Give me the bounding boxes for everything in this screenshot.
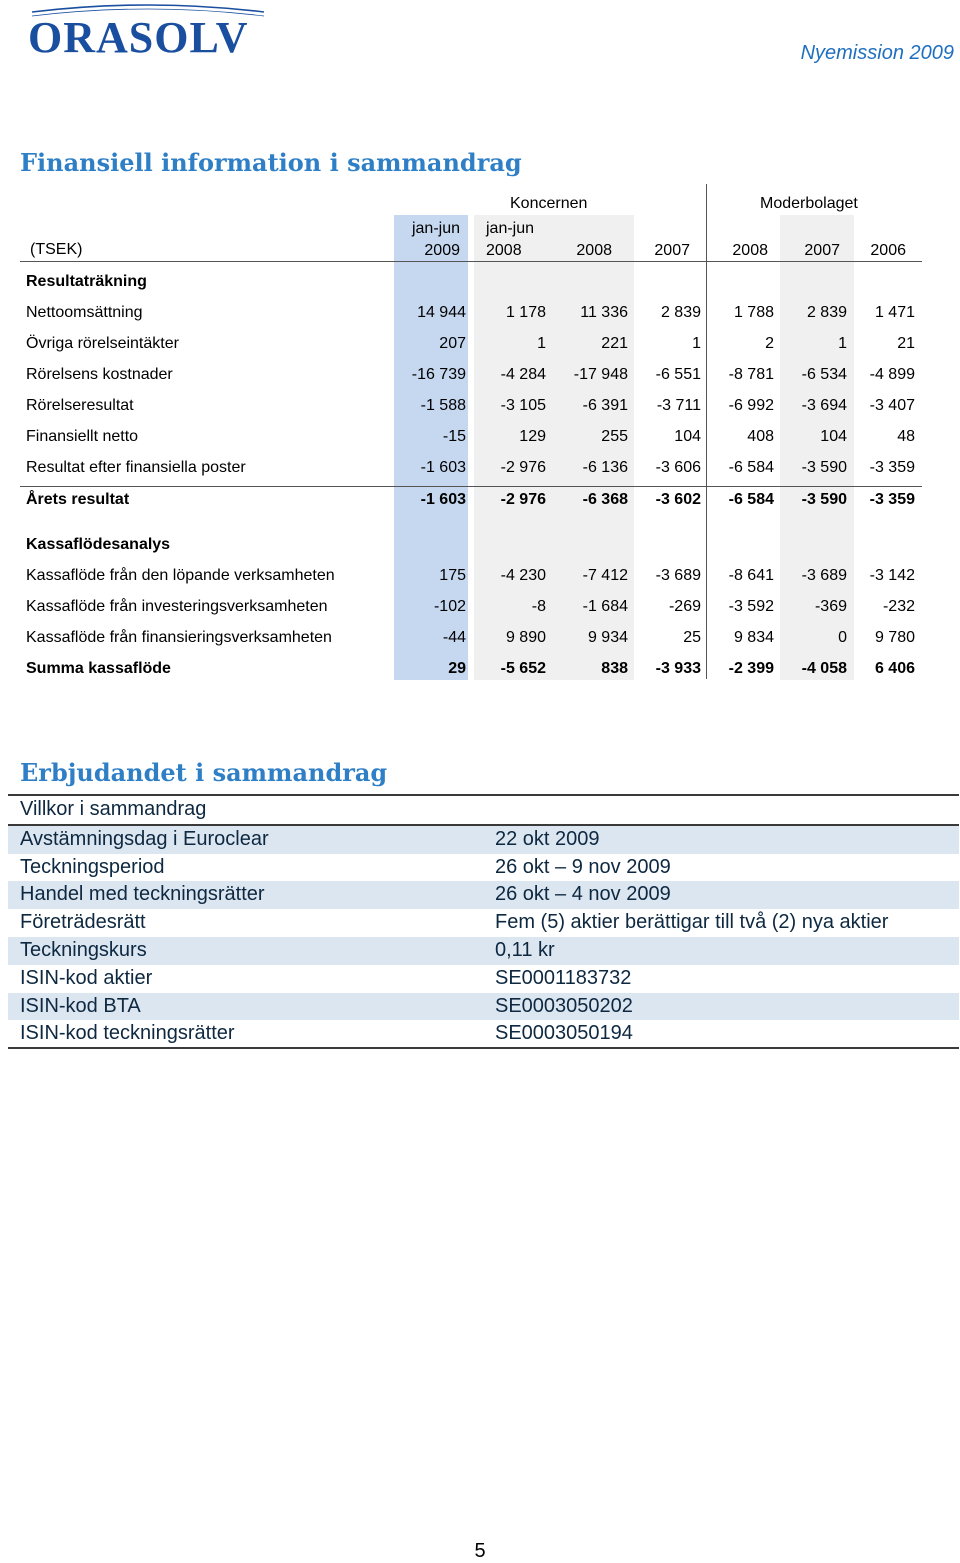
cell-value: -2 399 — [728, 660, 774, 677]
logo-graphic — [28, 2, 268, 62]
table-row — [20, 565, 922, 589]
row-label: Summa kassaflöde — [26, 660, 171, 677]
cell-value: -8 781 — [728, 366, 774, 383]
column-header-5: 2007 — [804, 242, 840, 259]
header-rule — [20, 261, 922, 262]
cell-value: -4 284 — [500, 366, 546, 383]
table-row — [20, 302, 922, 326]
cell-value: -1 603 — [420, 491, 466, 508]
unit-label: (TSEK) — [30, 241, 83, 258]
cell-value: 104 — [820, 428, 847, 445]
cell-value: -3 407 — [869, 397, 915, 414]
cell-value: -3 933 — [655, 660, 701, 677]
cell-value: -2 976 — [500, 491, 546, 508]
page-number: 5 — [474, 1540, 486, 1562]
cell-value: -8 — [531, 598, 546, 615]
offering-row — [8, 937, 959, 965]
column-header-0: jan-jun 2009 — [411, 220, 460, 259]
offering-row — [8, 824, 959, 854]
cell-value: -3 105 — [500, 397, 546, 414]
row-label: Resultat efter finansiella poster — [26, 459, 246, 476]
cell-value: -3 359 — [869, 491, 915, 508]
cell-value: 2 839 — [660, 304, 701, 321]
financial-section-title: Finansiell information i sammandrag — [20, 148, 522, 177]
offering-row — [8, 965, 959, 993]
offering-row — [8, 909, 959, 937]
row-label: Nettoomsättning — [26, 304, 143, 321]
cell-value: -3 592 — [728, 598, 774, 615]
cell-value: 1 — [692, 335, 701, 352]
section-label-kassaflodesanalys: Kassaflödesanalys — [26, 536, 171, 553]
cell-value: 11 336 — [580, 304, 628, 321]
column-header-6: 2006 — [870, 242, 906, 259]
cell-value: -4 058 — [801, 660, 847, 677]
cell-value: 408 — [747, 428, 774, 445]
cell-value: -3 590 — [801, 459, 847, 476]
cell-value: -6 992 — [728, 397, 774, 414]
orasolv-logo — [28, 2, 268, 62]
offering-subtitle-row — [8, 794, 959, 824]
offering-row — [8, 1020, 959, 1048]
cell-value: 1 471 — [874, 304, 915, 321]
offering-value: 26 okt – 9 nov 2009 — [495, 855, 671, 878]
offering-key: ISIN-kod teckningsrätter — [20, 1022, 235, 1045]
cell-value: 2 839 — [806, 304, 847, 321]
cell-value: 175 — [439, 567, 466, 584]
cell-value: 838 — [601, 660, 628, 677]
cell-value: 9 934 — [587, 629, 628, 646]
cell-value: -1 603 — [420, 459, 466, 476]
cell-value: -3 359 — [869, 459, 915, 476]
cell-value: 21 — [897, 335, 915, 352]
offering-key: Företrädesrätt — [20, 911, 146, 934]
offering-key: ISIN-kod BTA — [20, 994, 141, 1017]
cell-value: 255 — [601, 428, 628, 445]
cell-value: -17 948 — [573, 366, 628, 383]
row-label: Rörelseresultat — [26, 397, 134, 414]
cell-value: -4 899 — [869, 366, 915, 383]
cell-value: 129 — [519, 428, 546, 445]
offering-key: Teckningsperiod — [20, 855, 165, 878]
cell-value: -3 602 — [655, 491, 701, 508]
row-label: Kassaflöde från investeringsverksamheten — [26, 598, 328, 615]
cell-value: -6 391 — [582, 397, 628, 414]
cell-value: -1 588 — [420, 397, 466, 414]
cell-value: -3 689 — [655, 567, 701, 584]
cell-value: 207 — [439, 335, 466, 352]
row-label: Rörelsens kostnader — [26, 366, 173, 383]
table-row — [20, 457, 922, 481]
cell-value: 9 890 — [505, 629, 546, 646]
cell-value: 0 — [838, 629, 847, 646]
cell-value: -3 689 — [801, 567, 847, 584]
cell-value: -3 142 — [869, 567, 915, 584]
cell-value: -8 641 — [728, 567, 774, 584]
cell-value: 9 780 — [874, 629, 915, 646]
cell-value: 2 — [765, 335, 774, 352]
column-header-4: 2008 — [732, 242, 768, 259]
offering-table — [8, 794, 959, 1048]
cell-value: 1 788 — [733, 304, 774, 321]
cell-value: 221 — [601, 335, 628, 352]
table-row — [20, 627, 922, 651]
table-row — [20, 333, 922, 357]
column-header-3: 2007 — [654, 242, 690, 259]
offering-key: Handel med teckningsrätter — [20, 883, 265, 906]
cell-value: -1 684 — [582, 598, 628, 615]
cell-value: -269 — [668, 598, 701, 615]
cell-value: -3 711 — [656, 397, 701, 414]
row-label: Årets resultat — [26, 491, 130, 508]
row-label: Kassaflöde från finansieringsverksamheten — [26, 629, 332, 646]
column-header-2: 2008 — [576, 242, 612, 259]
offering-bottom-rule — [8, 1047, 959, 1049]
cell-value: 48 — [897, 428, 915, 445]
cell-value: -6 584 — [728, 459, 774, 476]
offering-value: SE0001183732 — [495, 966, 632, 989]
table-row — [20, 395, 922, 419]
table-row-arets-resultat — [20, 489, 922, 513]
offering-value: SE0003050194 — [495, 1022, 633, 1045]
offering-value: 22 okt 2009 — [495, 827, 600, 850]
cell-value: -6 551 — [655, 366, 701, 383]
cell-value: -7 412 — [582, 567, 628, 584]
offering-value: Fem (5) aktier berättigar till två (2) nya aktier — [495, 911, 889, 934]
offering-value: SE0003050202 — [495, 994, 633, 1017]
cell-value: -4 230 — [500, 567, 546, 584]
cell-value: -44 — [442, 629, 466, 646]
row-label: Kassaflöde från den löpande verksamheten — [26, 567, 335, 584]
cell-value: -15 — [442, 428, 466, 445]
cell-value: -3 606 — [655, 459, 701, 476]
cell-value: -369 — [814, 598, 847, 615]
cell-value: -2 976 — [500, 459, 546, 476]
offering-key: Teckningskurs — [20, 938, 147, 961]
offering-key: ISIN-kod aktier — [20, 966, 153, 989]
offering-row — [8, 993, 959, 1021]
offering-key: Avstämningsdag i Euroclear — [20, 827, 269, 850]
cell-value: 1 178 — [505, 304, 546, 321]
group-label-moderbolaget: Moderbolaget — [760, 195, 858, 212]
offering-value: 0,11 kr — [495, 938, 555, 961]
cell-value: 1 — [537, 335, 546, 352]
table-row-summa-kassaflode — [20, 658, 922, 682]
section-label-resultatrakning: Resultaträkning — [26, 273, 147, 290]
cell-value: -6 136 — [582, 459, 628, 476]
cell-value: 29 — [448, 660, 466, 677]
cell-value: -102 — [433, 598, 466, 615]
cell-value: 1 — [838, 335, 847, 352]
cell-value: 9 834 — [733, 629, 774, 646]
column-header-1: jan-jun 2008 — [486, 220, 535, 259]
row-label: Övriga rörelseintäkter — [26, 335, 179, 352]
table-row — [20, 364, 922, 388]
result-total-rule — [20, 486, 922, 487]
cell-value: -5 652 — [500, 660, 546, 677]
offering-row — [8, 854, 959, 882]
cell-value: -3 590 — [801, 491, 847, 508]
cell-value: -6 534 — [801, 366, 847, 383]
cell-value: -6 368 — [582, 491, 628, 508]
cell-value: 104 — [674, 428, 701, 445]
svg-text:ORASOLV: ORASOLV — [28, 13, 249, 62]
offering-value: 26 okt – 4 nov 2009 — [495, 883, 671, 906]
table-row — [20, 426, 922, 450]
offering-row — [8, 881, 959, 909]
document-header-title: Nyemission 2009 — [800, 42, 954, 64]
cell-value: 14 944 — [417, 304, 466, 321]
table-row — [20, 596, 922, 620]
offering-subtitle: Villkor i sammandrag — [20, 798, 207, 820]
offering-section-title: Erbjudandet i sammandrag — [20, 758, 388, 787]
financial-table — [20, 184, 922, 684]
cell-value: -232 — [882, 598, 915, 615]
group-label-koncernen: Koncernen — [510, 195, 588, 212]
cell-value: -3 694 — [801, 397, 847, 414]
row-label: Finansiellt netto — [26, 428, 139, 445]
cell-value: -6 584 — [728, 491, 774, 508]
cell-value: 25 — [683, 629, 701, 646]
cell-value: -16 739 — [411, 366, 466, 383]
cell-value: 6 406 — [874, 660, 915, 677]
